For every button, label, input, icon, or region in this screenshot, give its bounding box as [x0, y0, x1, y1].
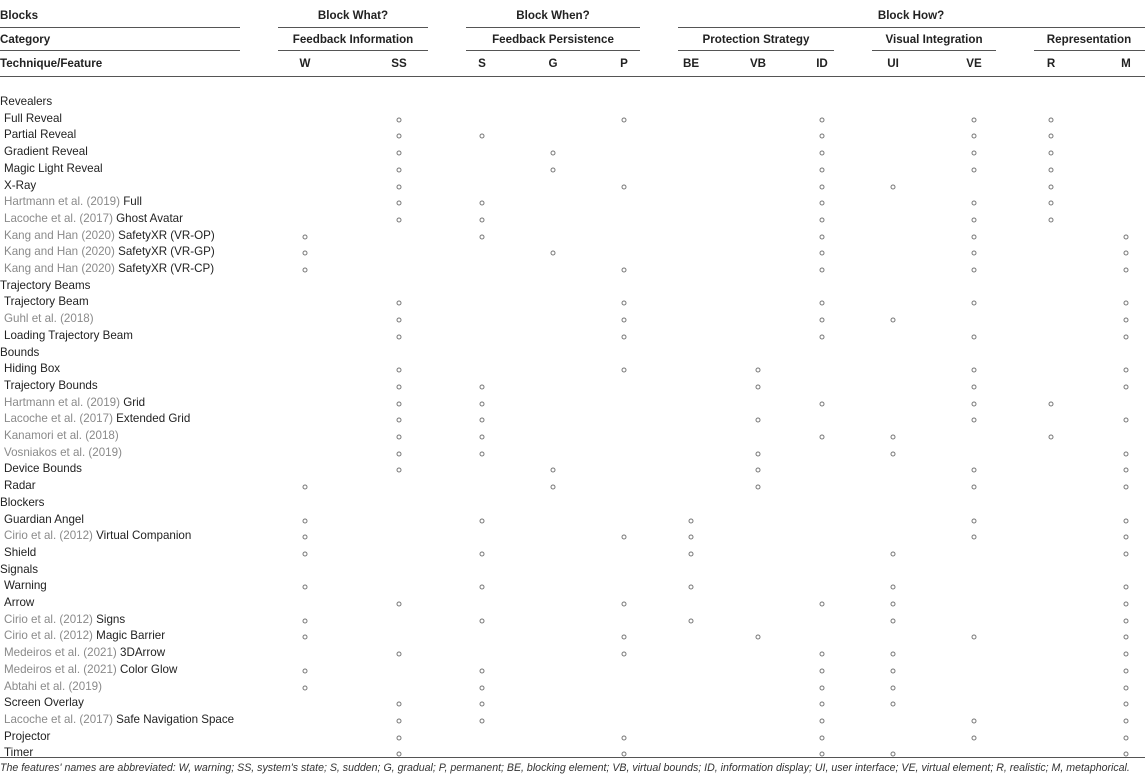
mark-id: [820, 184, 825, 189]
mark-m: [1124, 618, 1129, 623]
mark-id: [820, 435, 825, 440]
mark-p: [622, 117, 627, 122]
mark-m: [1124, 585, 1129, 590]
column-header-w: W: [299, 57, 311, 70]
mark-s: [480, 551, 485, 556]
mark-ui: [891, 618, 896, 623]
mark-s: [480, 668, 485, 673]
technique-label: [4, 211, 183, 227]
mark-m: [1124, 234, 1129, 239]
mark-r: [1049, 151, 1054, 156]
mark-r: [1049, 117, 1054, 122]
mark-s: [480, 234, 485, 239]
mark-m: [1124, 301, 1129, 306]
mark-m: [1124, 468, 1129, 473]
citation: Kang and Han (2020): [4, 245, 115, 259]
mark-id: [820, 268, 825, 273]
mark-ss: [397, 217, 402, 222]
mark-id: [820, 117, 825, 122]
mark-s: [480, 134, 485, 139]
mark-id: [820, 334, 825, 339]
mark-m: [1124, 318, 1129, 323]
technique-label: [4, 111, 62, 127]
mark-ss: [397, 151, 402, 156]
mark-ve: [972, 151, 977, 156]
technique-name: 3DArrow: [116, 646, 166, 660]
mark-ve: [972, 735, 977, 740]
mark-ss: [397, 201, 402, 206]
mark-p: [622, 735, 627, 740]
header-blocks: Blocks: [0, 9, 39, 22]
technique-name: SafetyXR (VR-OP): [114, 228, 215, 242]
mark-p: [622, 635, 627, 640]
mark-be: [689, 535, 694, 540]
mark-ve: [972, 384, 977, 389]
technique-name: Magic Light Reveal: [4, 161, 103, 175]
technique-label: [4, 712, 234, 728]
mark-ve: [972, 485, 977, 490]
mark-w: [303, 585, 308, 590]
technique-name: X-Ray: [4, 178, 37, 192]
mark-ve: [972, 468, 977, 473]
mark-vb: [756, 468, 761, 473]
mark-m: [1124, 268, 1129, 273]
mark-m: [1124, 451, 1129, 456]
category-label: Trajectory Beams: [0, 278, 91, 292]
mark-w: [303, 618, 308, 623]
citation: Hartmann et al. (2019): [4, 195, 120, 209]
mark-m: [1124, 685, 1129, 690]
technique-name: Guardian Angel: [4, 512, 84, 526]
rule-category: [0, 50, 240, 51]
citation: Lacoche et al. (2017): [4, 712, 113, 726]
header-block-how: Block How?: [877, 9, 945, 22]
mark-g: [551, 485, 556, 490]
mark-ui: [891, 318, 896, 323]
mark-ve: [972, 234, 977, 239]
mark-ui: [891, 585, 896, 590]
technique-label: [4, 512, 84, 528]
technique-name: Partial Reveal: [4, 128, 77, 142]
mark-w: [303, 551, 308, 556]
header-visual-integration: Visual Integration: [885, 33, 983, 46]
mark-id: [820, 234, 825, 239]
mark-vb: [756, 635, 761, 640]
mark-m: [1124, 418, 1129, 423]
technique-name: Trajectory Beam: [4, 295, 89, 309]
technique-label: [4, 428, 119, 444]
mark-r: [1049, 435, 1054, 440]
mark-w: [303, 668, 308, 673]
mark-ve: [972, 635, 977, 640]
technique-name: Hiding Box: [4, 362, 61, 376]
mark-id: [820, 652, 825, 657]
technique-label: [4, 729, 50, 745]
technique-label: [4, 378, 98, 394]
column-header-id: ID: [816, 57, 828, 70]
mark-m: [1124, 251, 1129, 256]
citation: Kang and Han (2020): [4, 262, 115, 275]
technique-label: [4, 695, 84, 711]
mark-s: [480, 201, 485, 206]
mark-ss: [397, 301, 402, 306]
mark-id: [820, 702, 825, 707]
header-block-when: Block When?: [516, 9, 590, 22]
technique-label: [4, 178, 36, 194]
mark-ss: [397, 184, 402, 189]
mark-m: [1124, 368, 1129, 373]
mark-m: [1124, 518, 1129, 523]
technique-name: SafetyXR (VR-GP): [114, 245, 215, 259]
mark-s: [480, 384, 485, 389]
technique-label: [4, 228, 215, 244]
mark-r: [1049, 184, 1054, 189]
mark-m: [1124, 668, 1129, 673]
technique-label: [4, 745, 33, 761]
mark-p: [622, 535, 627, 540]
mark-ui: [891, 702, 896, 707]
mark-g: [551, 251, 556, 256]
mark-ve: [972, 217, 977, 222]
technique-name: Projector: [4, 729, 51, 743]
mark-r: [1049, 217, 1054, 222]
rule-top: [0, 27, 240, 28]
mark-id: [820, 251, 825, 256]
mark-ss: [397, 167, 402, 172]
mark-m: [1124, 485, 1129, 490]
mark-ss: [397, 368, 402, 373]
mark-vb: [756, 485, 761, 490]
mark-p: [622, 268, 627, 273]
mark-vb: [756, 418, 761, 423]
technique-name: Gradient Reveal: [4, 145, 88, 159]
technique-name: Trajectory Bounds: [4, 378, 98, 392]
mark-ve: [972, 268, 977, 273]
mark-ve: [972, 368, 977, 373]
mark-s: [480, 718, 485, 723]
mark-ve: [972, 518, 977, 523]
citation: Hartmann et al. (2019): [4, 395, 120, 409]
header-category: Category: [0, 33, 51, 46]
rule-repr: [1034, 50, 1145, 51]
technique-label: [4, 679, 102, 695]
mark-ve: [972, 718, 977, 723]
mark-ui: [891, 602, 896, 607]
mark-s: [480, 418, 485, 423]
citation: Lacoche et al. (2017): [4, 211, 113, 225]
mark-id: [820, 718, 825, 723]
citation: Lacoche et al. (2017): [4, 412, 113, 426]
header-feedback-information: Feedback Information: [292, 33, 414, 46]
citation: Abtahi et al. (2019): [4, 679, 102, 693]
mark-r: [1049, 401, 1054, 406]
mark-ss: [397, 318, 402, 323]
rule-what: [278, 27, 428, 28]
rule-visual: [872, 50, 996, 51]
technique-label: [4, 261, 214, 277]
mark-p: [622, 334, 627, 339]
mark-m: [1124, 535, 1129, 540]
citation: Cirio et al. (2012): [4, 629, 93, 643]
citation: Guhl et al. (2018): [4, 312, 94, 326]
technique-name: Shield: [4, 545, 37, 559]
technique-name: Loading Trajectory Beam: [4, 328, 133, 342]
mark-r: [1049, 134, 1054, 139]
mark-g: [551, 151, 556, 156]
mark-g: [551, 167, 556, 172]
technique-label: [4, 528, 191, 544]
technique-name: Safe Navigation Space: [112, 712, 235, 726]
column-header-vb: VB: [749, 57, 767, 70]
mark-ve: [972, 251, 977, 256]
technique-name: Grid: [120, 395, 146, 409]
mark-m: [1124, 702, 1129, 707]
technique-label: [4, 478, 36, 494]
mark-id: [820, 167, 825, 172]
technique-label: [4, 144, 88, 160]
technique-label: [4, 662, 177, 678]
rule-bottom: [0, 757, 1145, 758]
mark-id: [820, 217, 825, 222]
mark-ss: [397, 735, 402, 740]
mark-r: [1049, 201, 1054, 206]
technique-label: [4, 294, 89, 310]
header-block-what: Block What?: [317, 9, 389, 22]
mark-ss: [397, 134, 402, 139]
category-label: Blockers: [0, 495, 45, 509]
mark-s: [480, 702, 485, 707]
citation: Kang and Han (2020): [4, 228, 115, 242]
mark-w: [303, 234, 308, 239]
rule-protect: [678, 50, 834, 51]
mark-ui: [891, 451, 896, 456]
mark-ui: [891, 685, 896, 690]
technique-name: SafetyXR (VR-CP): [114, 262, 215, 275]
mark-id: [820, 668, 825, 673]
mark-id: [820, 301, 825, 306]
mark-ss: [397, 468, 402, 473]
mark-w: [303, 535, 308, 540]
technique-label: [4, 545, 36, 561]
technique-label: [4, 395, 145, 411]
technique-name: Extended Grid: [112, 412, 191, 426]
citation: Cirio et al. (2012): [4, 529, 93, 543]
mark-id: [820, 685, 825, 690]
mark-m: [1124, 735, 1129, 740]
technique-label: [4, 595, 34, 611]
mark-be: [689, 618, 694, 623]
mark-s: [480, 518, 485, 523]
technique-name: Magic Barrier: [92, 629, 166, 643]
citation: Cirio et al. (2012): [4, 612, 93, 626]
mark-ui: [891, 551, 896, 556]
mark-ve: [972, 301, 977, 306]
column-header-ui: UI: [887, 57, 899, 70]
mark-ss: [397, 652, 402, 657]
mark-p: [622, 318, 627, 323]
column-header-ve: VE: [966, 57, 982, 70]
column-header-m: M: [1121, 57, 1131, 70]
mark-ss: [397, 384, 402, 389]
technique-name: Radar: [4, 479, 36, 493]
mark-w: [303, 635, 308, 640]
mark-ss: [397, 418, 402, 423]
mark-vb: [756, 368, 761, 373]
mark-ve: [972, 167, 977, 172]
mark-id: [820, 151, 825, 156]
mark-ss: [397, 334, 402, 339]
mark-w: [303, 268, 308, 273]
technique-label: [4, 645, 165, 661]
technique-label: [4, 328, 133, 344]
technique-label: [4, 628, 165, 644]
mark-ss: [397, 117, 402, 122]
mark-ss: [397, 401, 402, 406]
mark-id: [820, 735, 825, 740]
footnote: The features' names are abbreviated: W, warning; SS, system's state; S, sudden; G, gradual; P, permanent; BE, blocking element; VB, virtual bounds; ID, information display; UI, user interface; VE, virtual element; R, realistic; M, metaphorical.: [0, 762, 1130, 774]
column-header-be: BE: [682, 57, 700, 70]
mark-ve: [972, 418, 977, 423]
technique-name: Signs: [92, 612, 126, 626]
technique-name: Arrow: [4, 596, 35, 609]
mark-ss: [397, 602, 402, 607]
technique-label: [4, 311, 94, 327]
mark-g: [551, 468, 556, 473]
mark-id: [820, 201, 825, 206]
mark-ss: [397, 718, 402, 723]
mark-m: [1124, 602, 1129, 607]
technique-label: [4, 127, 76, 143]
header-representation: Representation: [1046, 33, 1132, 46]
mark-p: [622, 602, 627, 607]
column-header-g: G: [548, 57, 558, 70]
mark-m: [1124, 718, 1129, 723]
technique-label: [4, 411, 190, 427]
mark-m: [1124, 551, 1129, 556]
mark-ve: [972, 401, 977, 406]
mark-m: [1124, 652, 1129, 657]
citation: Medeiros et al. (2021): [4, 662, 117, 676]
mark-id: [820, 134, 825, 139]
rule-persist: [466, 50, 640, 51]
mark-w: [303, 685, 308, 690]
technique-name: Timer: [4, 746, 34, 760]
mark-ve: [972, 334, 977, 339]
technique-name: Ghost Avatar: [112, 211, 183, 225]
category-label: Signals: [0, 562, 39, 576]
technique-name: Full: [120, 195, 142, 209]
mark-m: [1124, 635, 1129, 640]
mark-be: [689, 551, 694, 556]
mark-s: [480, 618, 485, 623]
mark-m: [1124, 334, 1129, 339]
mark-vb: [756, 451, 761, 456]
mark-ui: [891, 652, 896, 657]
citation: Medeiros et al. (2021): [4, 646, 117, 660]
column-header-ss: SS: [391, 57, 407, 70]
mark-ui: [891, 184, 896, 189]
category-label: Bounds: [0, 345, 40, 359]
mark-s: [480, 451, 485, 456]
technique-label: [4, 244, 215, 260]
mark-p: [622, 368, 627, 373]
mark-p: [622, 652, 627, 657]
mark-r: [1049, 167, 1054, 172]
mark-vb: [756, 384, 761, 389]
rule-header-bottom: [0, 76, 1145, 77]
technique-label: [4, 461, 82, 477]
technique-label: [4, 578, 47, 594]
mark-id: [820, 401, 825, 406]
mark-ui: [891, 668, 896, 673]
mark-s: [480, 435, 485, 440]
mark-ui: [891, 435, 896, 440]
mark-ve: [972, 117, 977, 122]
mark-ve: [972, 201, 977, 206]
category-label: Revealers: [0, 95, 53, 108]
mark-s: [480, 685, 485, 690]
rule-how: [678, 27, 1145, 28]
technique-label: [4, 194, 142, 210]
mark-s: [480, 217, 485, 222]
citation: Kanamori et al. (2018): [4, 429, 119, 442]
citation: Vosniakos et al. (2019): [4, 445, 122, 459]
mark-p: [622, 301, 627, 306]
header-technique-feature: Technique/Feature: [0, 57, 103, 70]
mark-m: [1124, 384, 1129, 389]
header-feedback-persistence: Feedback Persistence: [492, 33, 614, 46]
technique-name: Virtual Companion: [92, 529, 192, 543]
mark-ve: [972, 134, 977, 139]
column-header-r: R: [1046, 57, 1056, 70]
mark-ss: [397, 435, 402, 440]
technique-name: Full Reveal: [4, 111, 62, 125]
mark-ve: [972, 535, 977, 540]
mark-be: [689, 518, 694, 523]
rule-when: [466, 27, 640, 28]
mark-be: [689, 585, 694, 590]
mark-p: [622, 184, 627, 189]
column-header-s: S: [478, 57, 486, 70]
mark-id: [820, 318, 825, 323]
technique-name: Color Glow: [116, 662, 178, 676]
technique-name: Device Bounds: [4, 462, 82, 476]
mark-s: [480, 585, 485, 590]
technique-label: [4, 361, 60, 377]
mark-ss: [397, 702, 402, 707]
technique-label: [4, 161, 103, 177]
technique-name: Screen Overlay: [4, 696, 84, 710]
mark-w: [303, 251, 308, 256]
mark-id: [820, 602, 825, 607]
technique-label: [4, 445, 122, 461]
mark-s: [480, 401, 485, 406]
mark-w: [303, 485, 308, 490]
rule-info: [278, 50, 428, 51]
technique-label: [4, 612, 125, 628]
mark-w: [303, 518, 308, 523]
technique-name: Warning: [4, 579, 47, 593]
mark-ss: [397, 451, 402, 456]
header-protection-strategy: Protection Strategy: [702, 33, 810, 46]
column-header-p: P: [620, 57, 628, 70]
